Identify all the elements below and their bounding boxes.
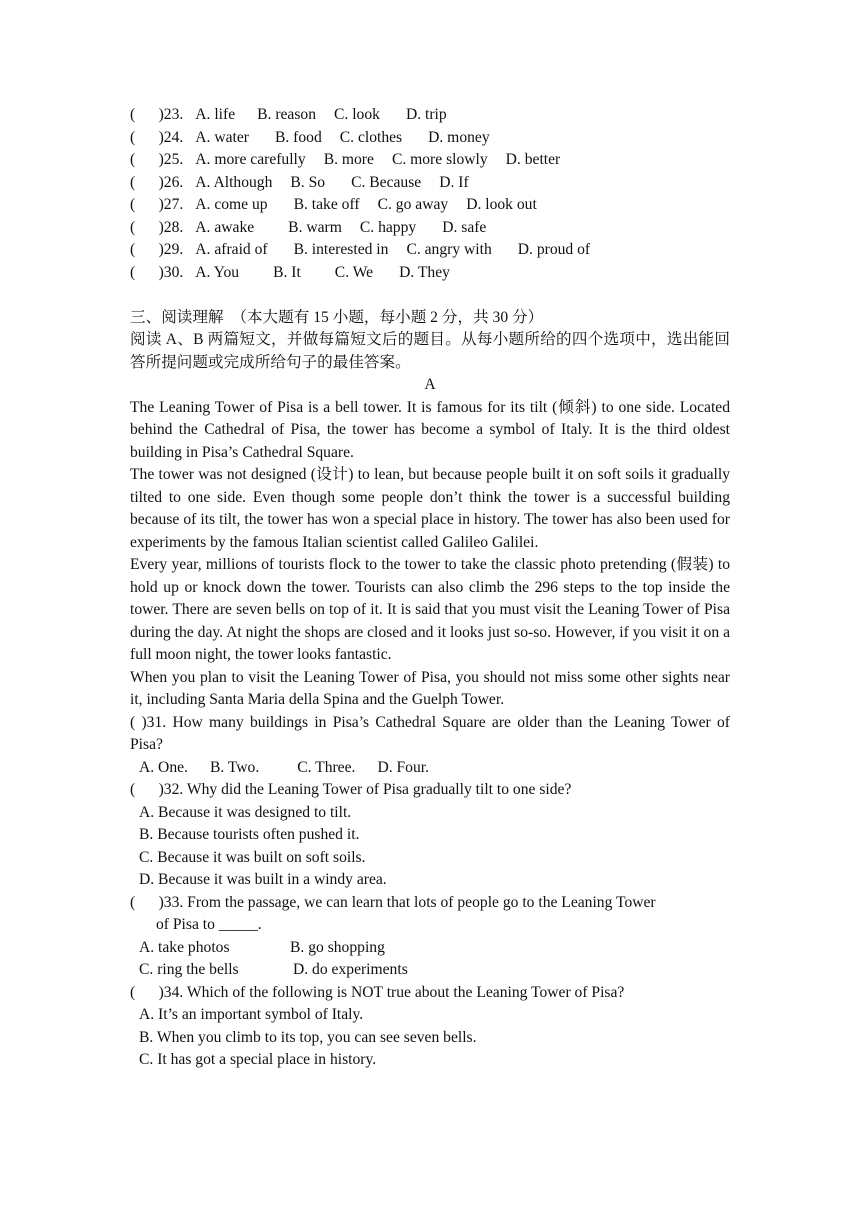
option-d: D. better <box>505 151 561 168</box>
option-c: C. Three. <box>297 758 356 776</box>
question-33-stem-continued: of Pisa to _____. <box>156 916 262 933</box>
question-31-stem: ( )31. How many buildings in Pisa’s Cathedral Square are older than the Leaning Tower of Pisa? <box>130 713 730 753</box>
question-32-stem: ( )32. Why did the Leaning Tower of Pisa gradually tilt to one side? <box>130 781 572 798</box>
question-number: ( )28. <box>130 218 184 236</box>
option-c: C. more slowly <box>391 151 488 168</box>
cloze-item-28 <box>130 217 730 240</box>
passage-paragraph: When you plan to visit the Leaning Tower of Pisa, you should not miss some other sights near it, including Santa Maria della Spina and the Guelph Tower. <box>130 668 730 708</box>
option-b: B. food <box>274 128 322 146</box>
spacer <box>130 284 730 307</box>
cloze-item-27 <box>130 194 730 217</box>
question-34-stem: ( )34. Which of the following is NOT true about the Leaning Tower of Pisa? <box>130 983 625 1001</box>
passage-label: A <box>424 376 436 393</box>
question-number: ( )26. <box>130 173 184 191</box>
option-c: C. happy <box>359 218 417 236</box>
passage-paragraph: The Leaning Tower of Pisa is a bell tower. It is famous for its tilt (倾斜) to one side. Located behind the Cathedral of Pisa, the tower has become a symbol of Italy. It is the third oldest building in Pisa’s Cathedral Square. <box>130 398 730 461</box>
option-c: C. Because it was built on soft soils. <box>139 848 366 866</box>
question-number: ( )23. <box>130 106 184 123</box>
option-a: A. It’s an important symbol of Italy. <box>139 1006 364 1023</box>
question-31-options <box>130 757 730 780</box>
option-d: D. look out <box>466 196 537 213</box>
option-b: B. Two. <box>209 758 260 776</box>
option-c: C. angry with <box>406 241 492 258</box>
option-b: B. take off <box>293 196 360 213</box>
question-number: ( )27. <box>130 196 184 213</box>
option-c: C. look <box>334 106 380 123</box>
option-d: D. They <box>399 263 450 281</box>
option-b: B. So <box>290 173 326 191</box>
question-number: ( )29. <box>130 241 184 258</box>
option-a: A. Because it was designed to tilt. <box>139 803 352 821</box>
cloze-item-29 <box>130 239 730 262</box>
exam-page <box>130 104 730 1072</box>
option-c: C. ring the bells <box>139 961 239 978</box>
option-b: B. When you climb to its top, you can see seven bells. <box>139 1028 477 1046</box>
option-a: A. awake <box>195 218 255 236</box>
option-a: A. You <box>195 263 240 281</box>
question-number: ( )24. <box>130 128 184 146</box>
option-b: B. Because tourists often pushed it. <box>139 826 360 843</box>
option-d: D. Because it was built in a windy area. <box>139 871 387 888</box>
option-b: B. It <box>273 263 301 281</box>
section-instructions: 阅读 A、B 两篇短文，并做每篇短文后的题目。从每小题所给的四个选项中，选出能回答所提问题或完成所给句子的最佳答案。 <box>130 331 730 371</box>
question-33-options-row-2 <box>130 959 730 982</box>
option-a: A. life <box>195 106 236 123</box>
option-d: D. trip <box>405 106 447 123</box>
option-a: A. come up <box>195 196 268 213</box>
cloze-item-30 <box>130 262 730 285</box>
option-b: B. reason <box>257 106 317 123</box>
option-d: D. money <box>428 128 490 146</box>
option-b: B. warm <box>288 218 342 236</box>
option-a: A. One. <box>139 758 188 776</box>
question-33-stem: ( )33. From the passage, we can learn that lots of people go to the Leaning Tower <box>130 893 656 911</box>
option-d: D. Four. <box>377 758 429 776</box>
cloze-item-23 <box>130 104 730 127</box>
passage-paragraph: The tower was not designed (设计) to lean, but because people built it on soft soils it gradually tilted to one side. Even though some people don’t think the tower is a successful building because of its tilt, the tower has won a special place in history. The tower has also been used for experiments by the famous Italian scientist called Galileo Galilei. <box>130 466 730 551</box>
option-b: B. more <box>323 151 374 168</box>
option-c: C. Because <box>351 173 422 191</box>
option-a: A. take photos <box>139 938 230 956</box>
option-a: A. Although <box>195 173 273 191</box>
question-number: ( )25. <box>130 151 184 168</box>
option-a: A. afraid of <box>195 241 268 258</box>
cloze-list <box>130 104 730 284</box>
option-d: D. proud of <box>517 241 591 258</box>
option-c: C. go away <box>377 196 449 213</box>
passage-paragraph: Every year, millions of tourists flock to the tower to take the classic photo pretending (假装) to hold up or knock down the tower. Tourists can also climb the 296 steps to the top inside the tower. There are seven bells on top of it. It is said that you must visit the Leaning Tower of Pisa during the day. At night the shops are closed and it looks just so-so. However, if you visit it on a full moon night, the tower looks fantastic. <box>130 556 730 663</box>
section-heading: 三、阅读理解 （本大题有 15 小题，每小题 2 分，共 30 分） <box>130 308 544 326</box>
option-c: C. It has got a special place in history. <box>139 1051 377 1068</box>
option-a: A. water <box>195 128 249 146</box>
cloze-item-26 <box>130 172 730 195</box>
option-d: D. If <box>439 173 469 191</box>
option-c: C. clothes <box>339 128 403 146</box>
option-b: B. interested in <box>293 241 389 258</box>
cloze-item-25 <box>130 149 730 172</box>
option-c: C. We <box>334 263 374 281</box>
option-d: D. do experiments <box>293 961 408 978</box>
question-number: ( )30. <box>130 263 184 281</box>
option-a: A. more carefully <box>195 151 306 168</box>
option-b: B. go shopping <box>290 938 385 956</box>
option-d: D. safe <box>442 218 487 236</box>
question-33-options-row-1 <box>130 937 730 960</box>
cloze-item-24 <box>130 127 730 150</box>
